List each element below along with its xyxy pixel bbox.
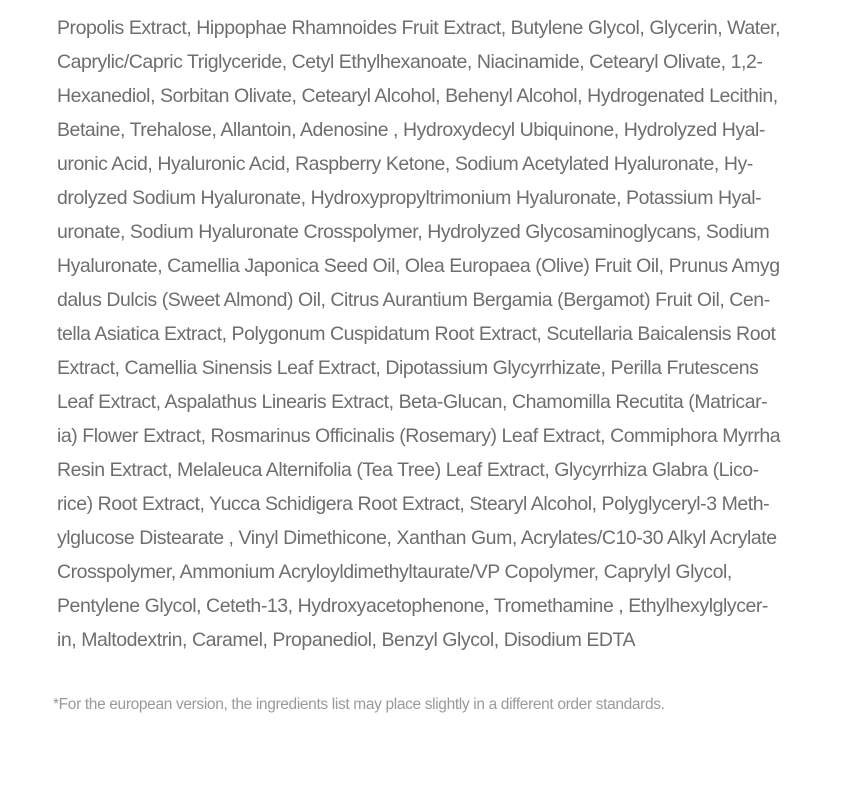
ingredients-line: uronic Acid, Hyaluronic Acid, Raspberry Ketone, Sodium Acetylated Hyaluronate, Hy- [57, 153, 753, 175]
ingredients-line: Betaine, Trehalose, Allantoin, Adenosine , Hydroxydecyl Ubiquinone, Hydrolyzed Hyal- [57, 119, 765, 141]
ingredients-line: Leaf Extract, Aspalathus Linearis Extract, Beta-Glucan, Chamomilla Recutita (Matricar- [57, 391, 768, 413]
ingredients-line: Propolis Extract, Hippophae Rhamnoides Fruit Extract, Butylene Glycol, Glycerin, Water, [57, 17, 781, 39]
ingredients-line: Caprylic/Capric Triglyceride, Cetyl Ethylhexanoate, Niacinamide, Cetearyl Olivate, 1,2- [57, 51, 763, 73]
ingredients-list [57, 11, 817, 657]
ingredients-line: drolyzed Sodium Hyaluronate, Hydroxypropyltrimonium Hyaluronate, Potassium Hyal- [57, 187, 762, 209]
ingredients-line: in, Maltodextrin, Caramel, Propanediol, Benzyl Glycol, Disodium EDTA [57, 629, 636, 651]
ingredients-line: rice) Root Extract, Yucca Schidigera Root Extract, Stearyl Alcohol, Polyglyceryl-3 Meth- [57, 493, 770, 515]
ingredients-line: uronate, Sodium Hyaluronate Crosspolymer, Hydrolyzed Glycosaminoglycans, Sodium [57, 221, 770, 243]
ingredients-line: tella Asiatica Extract, Polygonum Cuspidatum Root Extract, Scutellaria Baicalensis Root [57, 323, 776, 345]
ingredients-line: Extract, Camellia Sinensis Leaf Extract, Dipotassium Glycyrrhizate, Perilla Frutescens [57, 357, 759, 379]
ingredients-line: ia) Flower Extract, Rosmarinus Officinalis (Rosemary) Leaf Extract, Commiphora Myrrha [57, 425, 781, 447]
ingredients-line: Hexanediol, Sorbitan Olivate, Cetearyl Alcohol, Behenyl Alcohol, Hydrogenated Lecithin, [57, 85, 778, 107]
ingredients-line: Hyaluronate, Camellia Japonica Seed Oil, Olea Europaea (Olive) Fruit Oil, Prunus Amyg [57, 255, 780, 277]
ingredients-line: ylglucose Distearate , Vinyl Dimethicone, Xanthan Gum, Acrylates/C10-30 Alkyl Acrylate [57, 527, 777, 549]
ingredients-line: Resin Extract, Melaleuca Alternifolia (Tea Tree) Leaf Extract, Glycyrrhiza Glabra (Lico- [57, 459, 759, 481]
footnote: *For the european version, the ingredients list may place slightly in a different order standards. [53, 696, 665, 713]
ingredients-line: Crosspolymer, Ammonium Acryloyldimethyltaurate/VP Copolymer, Caprylyl Glycol, [57, 561, 732, 583]
ingredients-line: dalus Dulcis (Sweet Almond) Oil, Citrus Aurantium Bergamia (Bergamot) Fruit Oil, Cen- [57, 289, 770, 311]
ingredients-line: Pentylene Glycol, Ceteth-13, Hydroxyacetophenone, Tromethamine , Ethylhexylglycer- [57, 595, 768, 617]
